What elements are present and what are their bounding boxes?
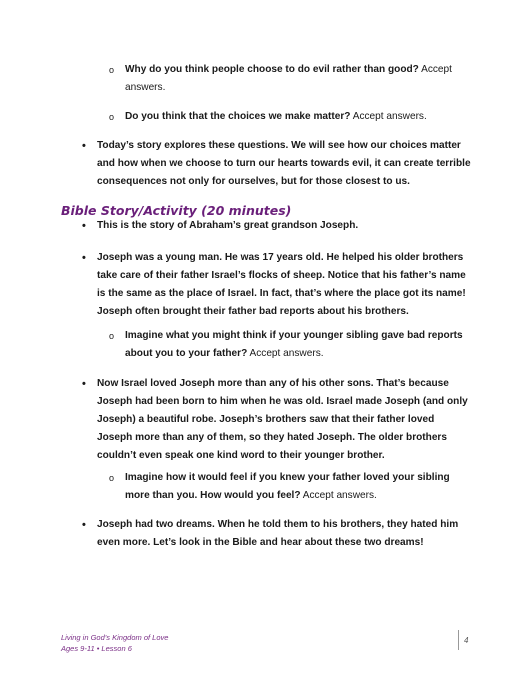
sub-bullet-marker: o [109, 331, 115, 341]
question-instruction: Accept answers. [125, 64, 452, 93]
question-choices-matter [125, 108, 465, 126]
bullet-marker: • [82, 378, 86, 390]
question-instruction: Accept answers. [247, 348, 324, 359]
page-number: 4 [464, 636, 469, 645]
question-instruction: Accept answers. [350, 111, 427, 122]
paragraph-two-dreams: Joseph had two dreams. When he told them to his brothers, they hated him even more. Let’s look in the Bible and hear about these two dreams! [97, 519, 459, 548]
bullet-marker: • [82, 252, 86, 264]
question-text: Imagine how it would feel if you knew your father loved your sibling more than you. How would you feel? [125, 472, 450, 501]
paragraph-joseph-young-man: Joseph was a young man. He was 17 years old. He helped his older brothers take care of their father Israel’s flocks of sheep. Notice that his father’s name is the same as the place of Israel. In fact, that’s where the place got its name! Joseph often brought their father bad reports about his brothers. [97, 252, 466, 317]
paragraph-abraham-grandson: This is the story of Abraham’s great grandson Joseph. [97, 220, 359, 231]
footer-series-title: Living in God’s Kingdom of Love [61, 633, 169, 642]
sub-bullet-marker: o [109, 112, 115, 122]
question-text: Why do you think people choose to do evil rather than good? [125, 64, 419, 75]
footer-divider [458, 630, 459, 650]
bullet-marker: • [82, 220, 86, 232]
sub-bullet-marker: o [109, 473, 115, 483]
question-instruction: Accept answers. [300, 490, 377, 501]
sub-bullet-marker: o [109, 65, 115, 75]
bullet-marker: • [82, 519, 86, 531]
paragraph-israel-loved-joseph: Now Israel loved Joseph more than any of his other sons. That’s because Joseph had been born to him when he was old. Israel made Joseph (and only Joseph) a beautiful robe. Joseph’s brothers saw that their father loved Joseph more than any of them, so they hated Joseph. The older brothers couldn’t even speak one kind word to their younger brother. [97, 378, 468, 461]
paragraph-todays-story: Today’s story explores these questions. We will see how our choices matter and how when we choose to turn our hearts towards evil, it can create terrible consequences not only for ourselves, but for those closest to us. [97, 140, 471, 187]
question-evil-vs-good [125, 61, 455, 97]
question-text: Imagine what you might think if your younger sibling gave bad reports about you to your father? [125, 330, 463, 359]
footer-age-lesson: Ages 9-11 • Lesson 6 [61, 644, 132, 653]
question-bad-reports [125, 327, 470, 363]
question-text: Do you think that the choices we make matter? [125, 111, 351, 122]
section-heading: Bible Story/Activity (20 minutes) [61, 203, 292, 218]
bullet-marker: • [82, 140, 86, 152]
question-father-loved-sibling [125, 469, 470, 505]
